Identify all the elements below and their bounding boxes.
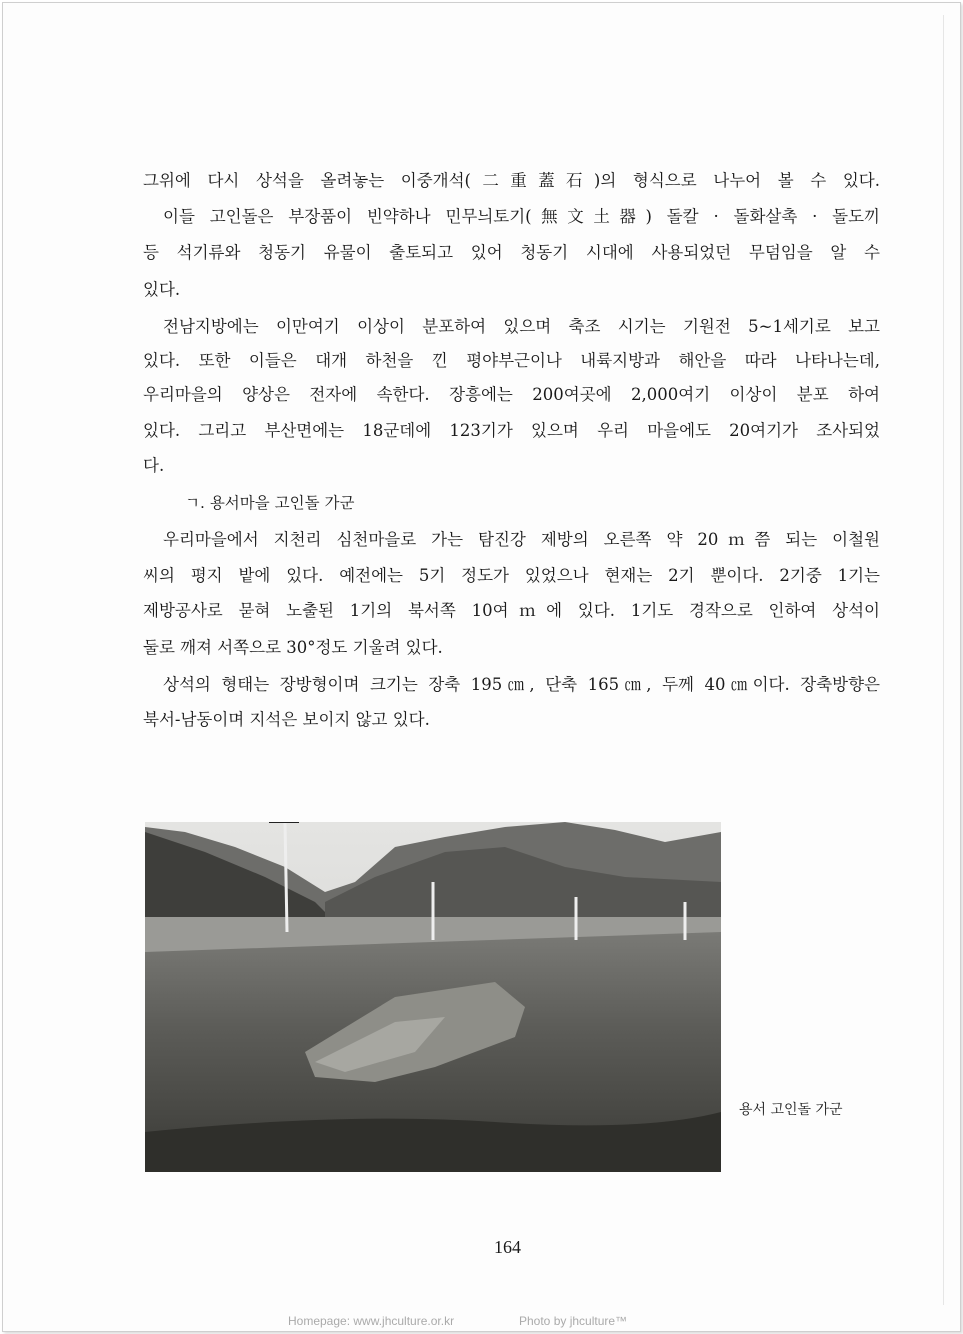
dolmen-photo [145, 822, 721, 1172]
figure-caption: 용서 고인돌 가군 [739, 1102, 843, 1118]
page-edge-divider [943, 15, 944, 1305]
section-text-line: 둘로 깨져 서쪽으로 30°정도 기울려 있다. [143, 638, 443, 657]
body-text-line: 그위에 다시 상석을 올려놓는 이중개석(二重蓋石)의 형식으로 나누어 볼 수 있다. [143, 171, 880, 190]
page-number: 164 [494, 1237, 521, 1257]
section-text-line: 상석의 형태는 장방형이며 크기는 장축 195㎝, 단축 165㎝, 두께 40㎝이다. 장축방향은 [163, 675, 880, 694]
body-text-line: 있다. 그리고 부산면에는 18군데에 123기가 있으며 우리 마을에도 20여기가 조사되었 [143, 421, 880, 440]
section-heading: ㄱ. 용서마을 고인돌 가군 [185, 494, 355, 512]
section-text-line: 우리마을에서 지천리 심천마을로 가는 탐진강 제방의 오른쪽 약 20ｍ쯤 되는 이철원 [163, 530, 880, 549]
footer-homepage: Homepage: www.jhculture.or.kr [288, 1314, 455, 1328]
body-text-line: 다. [143, 456, 165, 475]
section-text-line: 북서-남동이며 지석은 보이지 않고 있다. [143, 710, 430, 729]
body-text-line: 이들 고인돌은 부장품이 빈약하나 민무늬토기(無文土器) 돌칼 · 돌화살촉 · 돌도끼 [163, 207, 880, 226]
body-text-line: 등 석기류와 청동기 유물이 출토되고 있어 청동기 시대에 사용되었던 무덤임을 알 수 [143, 243, 880, 262]
body-text-line: 전남지방에는 이만여기 이상이 분포하여 있으며 축조 시기는 기원전 5~1세기로 보고 [163, 317, 880, 336]
footer-photo-credit: Photo by jhculture™ [519, 1314, 628, 1328]
section-text-line: 씨의 평지 밭에 있다. 예전에는 5기 정도가 있었으나 현재는 2기 뿐이다. 2기중 1기는 [143, 566, 880, 585]
section-text-line: 제방공사로 묻혀 노출된 1기의 북서쪽 10여ｍ에 있다. 1기도 경작으로 인하여 상석이 [143, 601, 880, 620]
body-text-line: 있다. 또한 이들은 대개 하천을 낀 평야부근이나 내륙지방과 해안을 따라 나타나는데, [143, 351, 880, 370]
body-text-line: 있다. [143, 280, 181, 299]
body-text-line: 우리마을의 양상은 전자에 속한다. 장흥에는 200여곳에 2,000여기 이상이 분포 하여 [143, 385, 880, 404]
